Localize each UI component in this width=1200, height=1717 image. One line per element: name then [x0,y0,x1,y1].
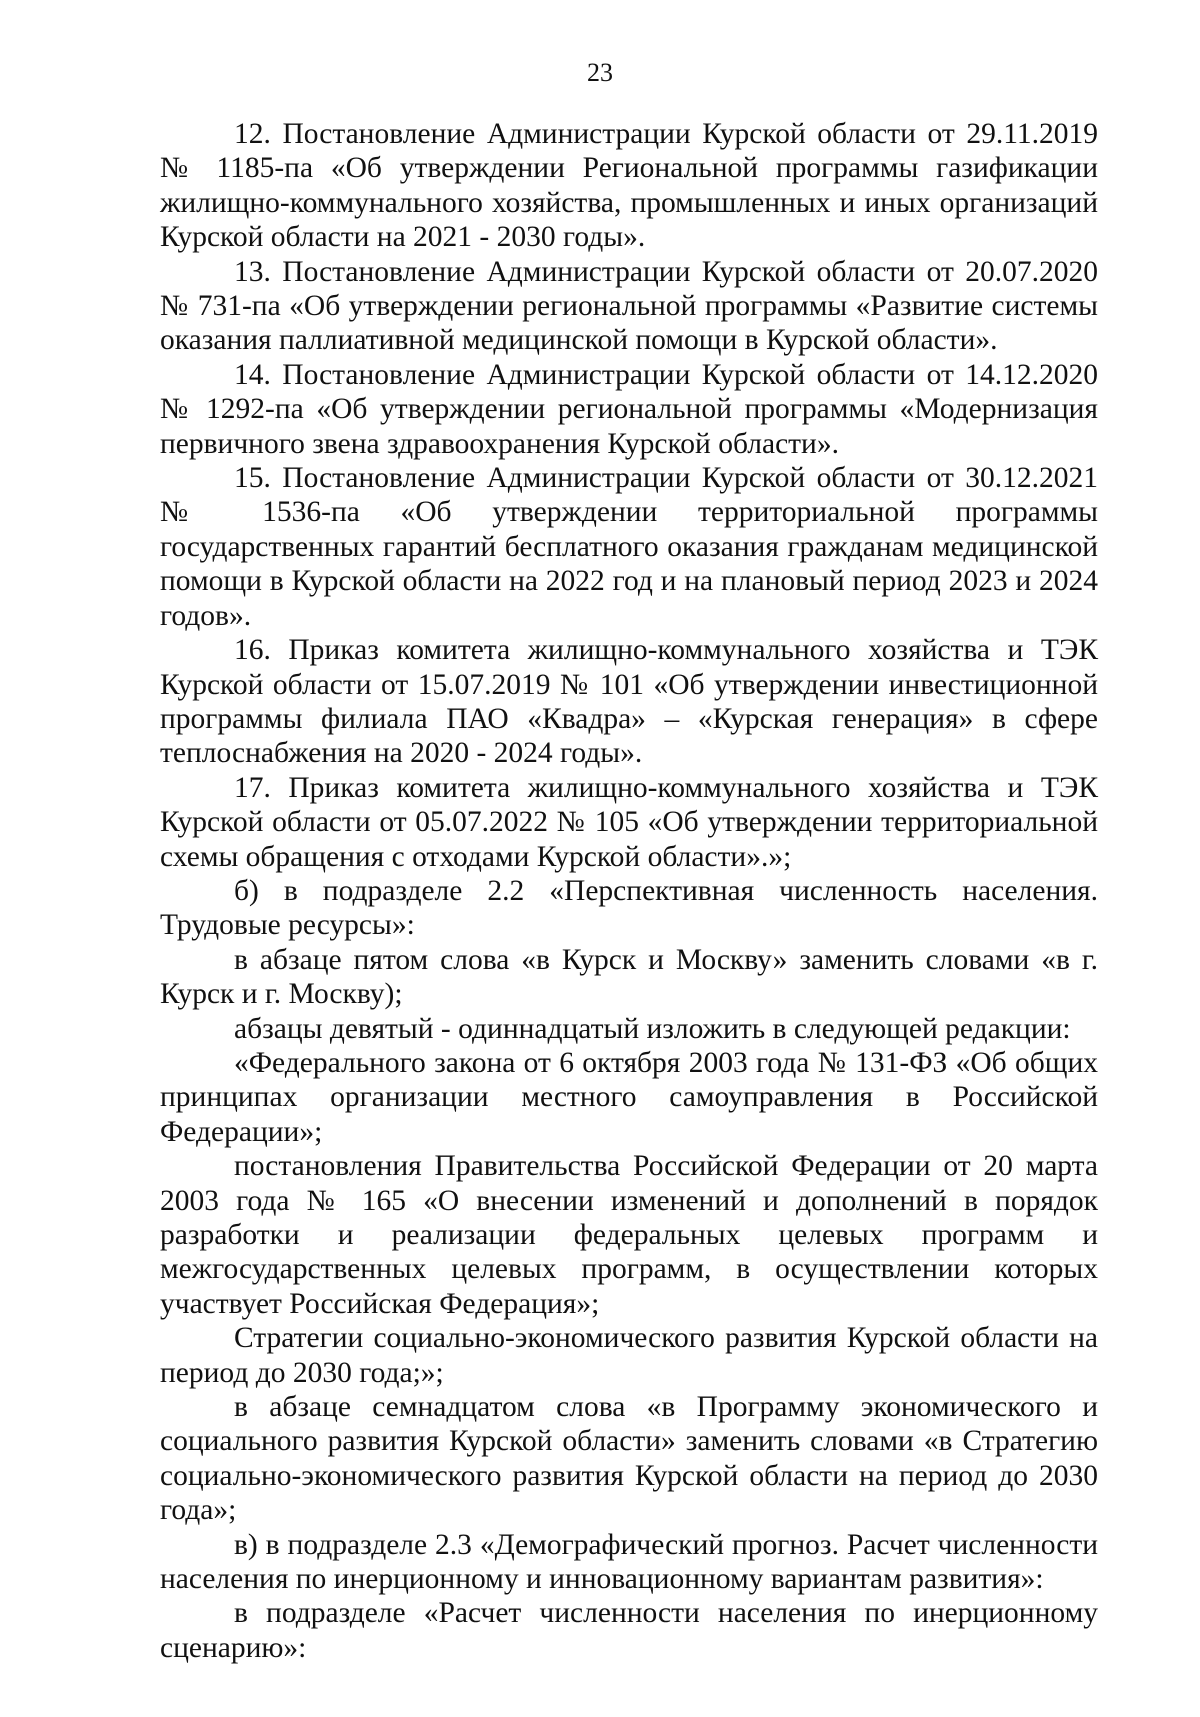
document-body [160,117,1098,1665]
paragraph-government-resolution: постановления Правительства Российской Федерации от 20 марта 2003 года № 165 «О внесении изменений и дополнений в порядок разработки и реализации федеральных целевых программ и межгосударственных целевых программ, в осуществлении которых участвует Российская Федерация»; [160,1150,1098,1320]
paragraph-item-17: 17. Приказ комитета жилищно-коммунального хозяйства и ТЭК Курской области от 05.07.2022 № 105 «Об утверждении территориальной схемы обращения с отходами Курской области».»; [160,771,1098,873]
paragraph-abzacs-9-11: абзацы девятый - одиннадцатый изложить в следующей редакции: [234,1012,1071,1045]
paragraph-item-15: 15. Постановление Администрации Курской области от 30.12.2021 № 1536-па «Об утверждении территориальной программы государственных гарантий бесплатного оказания гражданам медицинской помощи в Курской области на 2022 год и на плановый период 2023 и 2024 годов». [160,462,1098,632]
paragraph-item-14: 14. Постановление Администрации Курской области от 14.12.2020 № 1292-па «Об утверждении региональной программы «Модернизация первичного звена здравоохранения Курской области». [160,358,1098,460]
paragraph-seventeenth-abzac: в абзаце семнадцатом слова «в Программу экономического и социального развития Курской области» заменить словами «в Стратегию социально-экономического развития Курской области на период до 2030 года»; [160,1391,1098,1527]
paragraph-item-12: 12. Постановление Администрации Курской области от 29.11.2019 № 1185-па «Об утверждении Региональной программы газификации жилищно-коммунального хозяйства, промышленных и иных организаций Курской области на 2021 - 2030 годы». [160,118,1098,254]
paragraph-subsection-2-3: в) в подразделе 2.3 «Демографический прогноз. Расчет численности населения по инерционному и инновационному вариантам развития»: [160,1528,1098,1596]
page-number: 23 [587,58,613,87]
paragraph-strategy: Стратегии социально-экономического развития Курской области на период до 2030 года;»; [160,1322,1098,1389]
paragraph-item-13: 13. Постановление Администрации Курской области от 20.07.2020 № 731-па «Об утверждении региональной программы «Развитие системы оказания паллиативной медицинской помощи в Курской области». [160,255,1098,357]
paragraph-fifth-abzac: в абзаце пятом слова «в Курск и Москву» заменить словами «в г. Курск и г. Москву); [160,943,1098,1011]
paragraph-federal-law: «Федерального закона от 6 октября 2003 года № 131-ФЗ «Об общих принципах организации местного самоуправления в Российской Федерации»; [160,1046,1098,1148]
paragraph-inertial-scenario: в подразделе «Расчет численности населения по инерционному сценарию»: [160,1597,1098,1664]
paragraph-subsection-2-2: б) в подразделе 2.2 «Перспективная численность населения. Трудовые ресурсы»: [160,874,1098,942]
paragraph-item-16: 16. Приказ комитета жилищно-коммунального хозяйства и ТЭК Курской области от 15.07.2019 № 101 «Об утверждении инвестиционной программы филиала ПАО «Квадра» – «Курская генерация» в сфере теплоснабжения на 2020 - 2024 годы». [160,634,1098,770]
